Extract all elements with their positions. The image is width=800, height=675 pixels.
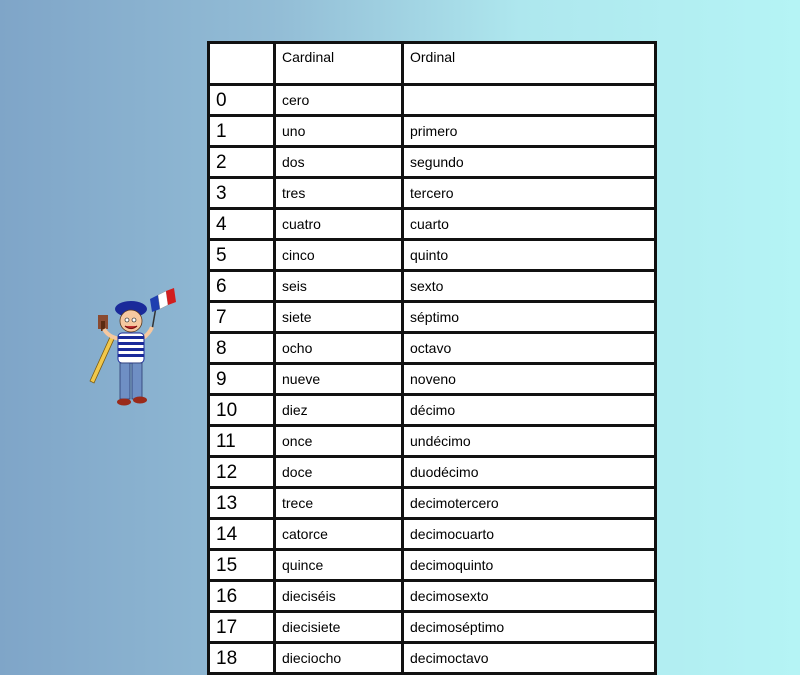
ordinal-cell [403, 85, 656, 116]
cardinal-cell: tres [275, 178, 403, 209]
number-cell: 11 [209, 426, 275, 457]
ordinal-cell: decimoséptimo [403, 612, 656, 643]
ordinal-cell: decimocuarto [403, 519, 656, 550]
number-cell: 16 [209, 581, 275, 612]
cardinal-cell: ocho [275, 333, 403, 364]
ordinal-cell: duodécimo [403, 457, 656, 488]
number-cell: 5 [209, 240, 275, 271]
table-row [209, 178, 656, 209]
number-cell: 13 [209, 488, 275, 519]
table-row [209, 147, 656, 178]
cardinal-cell: uno [275, 116, 403, 147]
ordinal-cell: séptimo [403, 302, 656, 333]
table-row [209, 85, 656, 116]
cardinal-cell: cero [275, 85, 403, 116]
cardinal-cell: cinco [275, 240, 403, 271]
number-cell: 6 [209, 271, 275, 302]
ordinal-cell: decimoctavo [403, 643, 656, 674]
table-row [209, 457, 656, 488]
number-cell: 3 [209, 178, 275, 209]
ordinal-cell: primero [403, 116, 656, 147]
painter-with-french-flag-icon [86, 285, 186, 415]
header-ordinal: Ordinal [403, 43, 656, 85]
ordinal-cell: segundo [403, 147, 656, 178]
ordinal-cell: undécimo [403, 426, 656, 457]
table-row [209, 240, 656, 271]
table-row [209, 209, 656, 240]
numbers-table-body [209, 43, 656, 674]
table-row [209, 116, 656, 147]
ordinal-cell: decimoquinto [403, 550, 656, 581]
ordinal-cell: quinto [403, 240, 656, 271]
cardinal-cell: catorce [275, 519, 403, 550]
number-cell: 17 [209, 612, 275, 643]
table-row [209, 550, 656, 581]
number-cell: 2 [209, 147, 275, 178]
cardinal-cell: diecisiete [275, 612, 403, 643]
table-row [209, 302, 656, 333]
table-row [209, 643, 656, 674]
cardinal-cell: diez [275, 395, 403, 426]
numbers-table-container [207, 41, 657, 675]
cardinal-cell: nueve [275, 364, 403, 395]
ordinal-cell: sexto [403, 271, 656, 302]
number-cell: 8 [209, 333, 275, 364]
cardinal-cell: dieciocho [275, 643, 403, 674]
number-cell: 15 [209, 550, 275, 581]
number-cell: 9 [209, 364, 275, 395]
table-row [209, 271, 656, 302]
table-row [209, 395, 656, 426]
cardinal-cell: quince [275, 550, 403, 581]
cardinal-cell: doce [275, 457, 403, 488]
cardinal-cell: seis [275, 271, 403, 302]
number-cell: 12 [209, 457, 275, 488]
number-cell: 14 [209, 519, 275, 550]
ordinal-cell: octavo [403, 333, 656, 364]
ordinal-cell: decimotercero [403, 488, 656, 519]
table-row [209, 426, 656, 457]
number-cell: 1 [209, 116, 275, 147]
header-cardinal: Cardinal [275, 43, 403, 85]
table-row [209, 488, 656, 519]
number-cell: 0 [209, 85, 275, 116]
table-row [209, 612, 656, 643]
table-row [209, 581, 656, 612]
number-cell: 18 [209, 643, 275, 674]
ordinal-cell: cuarto [403, 209, 656, 240]
ordinal-cell: noveno [403, 364, 656, 395]
ordinal-cell: décimo [403, 395, 656, 426]
number-cell: 10 [209, 395, 275, 426]
cardinal-cell: dos [275, 147, 403, 178]
table-row [209, 333, 656, 364]
table-row [209, 519, 656, 550]
table-row [209, 364, 656, 395]
cardinal-cell: cuatro [275, 209, 403, 240]
ordinal-cell: decimosexto [403, 581, 656, 612]
table-header-row [209, 43, 656, 85]
numbers-table [207, 41, 657, 675]
number-cell: 7 [209, 302, 275, 333]
header-number [209, 43, 275, 85]
cardinal-cell: once [275, 426, 403, 457]
cardinal-cell: siete [275, 302, 403, 333]
number-cell: 4 [209, 209, 275, 240]
cardinal-cell: trece [275, 488, 403, 519]
cardinal-cell: dieciséis [275, 581, 403, 612]
ordinal-cell: tercero [403, 178, 656, 209]
